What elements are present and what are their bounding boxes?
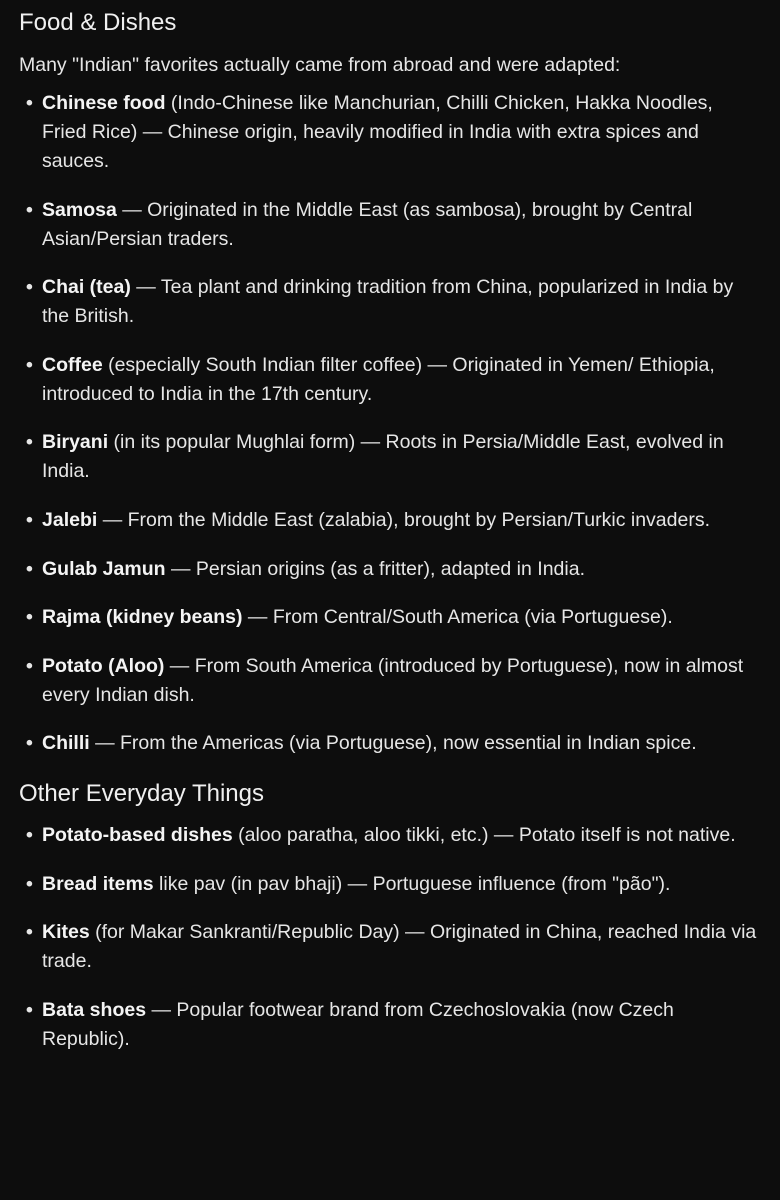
item-title: Bread items — [42, 872, 154, 895]
item-title: Coffee — [42, 353, 103, 376]
item-title: Rajma (kidney beans) — [42, 606, 243, 629]
item-title: Chilli — [42, 732, 90, 755]
item-desc: — Popular footwear brand from Czechoslovakia (now Czech Republic). — [42, 998, 674, 1050]
item-desc: — From the Americas (via Portuguese), now essential in Indian spice. — [89, 732, 697, 755]
item-desc: (for Makar Sankranti/Republic Day) — Originated in China, reached India via trade. — [42, 921, 757, 973]
list-item — [19, 428, 762, 486]
bullet: • — [26, 431, 33, 454]
section-heading-everyday: Other Everyday Things — [19, 779, 265, 807]
item-desc: (in its popular Mughlai form) — Roots in Persia/Middle East, evolved in India. — [42, 431, 724, 483]
item-title: Bata shoes — [42, 998, 147, 1021]
bullet: • — [26, 508, 33, 531]
item-title: Potato (Aloo) — [42, 654, 165, 677]
section-heading-food: Food & Dishes — [19, 9, 177, 36]
item-desc: (especially South Indian filter coffee) — Originated in Yemen/ Ethiopia, introduced to India in the 17th century. — [42, 353, 715, 405]
bullet: • — [26, 732, 33, 755]
list-item — [19, 918, 762, 976]
list-item — [19, 729, 762, 758]
item-desc: like pav (in pav bhaji) — Portuguese influence (from "pão"). — [153, 872, 671, 895]
intro-text: Many "Indian" favorites actually came from abroad and were adapted: — [19, 54, 621, 76]
item-title: Biryani — [42, 431, 109, 454]
list-item — [19, 870, 762, 899]
everyday-list — [19, 821, 762, 1054]
list-item — [19, 821, 762, 850]
item-title: Chai (tea) — [42, 276, 131, 299]
list-item — [19, 196, 762, 254]
bullet: • — [26, 606, 33, 629]
item-desc: — Persian origins (as a fritter), adapted in India. — [165, 557, 585, 580]
item-desc: — From the Middle East (zalabia), brought by Persian/Turkic invaders. — [97, 508, 710, 531]
item-title: Kites — [42, 921, 90, 944]
list-item — [19, 555, 762, 584]
list-item — [19, 996, 762, 1054]
item-desc: — Originated in the Middle East (as sambosa), brought by Central Asian/Persian traders. — [42, 198, 693, 250]
bullet: • — [26, 654, 33, 677]
item-desc: (Indo-Chinese like Manchurian, Chilli Chicken, Hakka Noodles, Fried Rice) — Chinese origin, heavily modified in India with extra spices and sauces. — [42, 92, 713, 172]
list-item — [19, 652, 762, 710]
list-item — [19, 273, 762, 331]
item-title: Samosa — [42, 198, 117, 221]
item-title: Gulab Jamun — [42, 557, 166, 580]
bullet: • — [26, 198, 33, 221]
bullet: • — [26, 921, 33, 944]
item-desc: (aloo paratha, aloo tikki, etc.) — Potato itself is not native. — [232, 823, 736, 846]
item-desc: — From South America (introduced by Portuguese), now in almost every Indian dish. — [42, 654, 744, 706]
bullet: • — [26, 353, 33, 376]
item-title: Chinese food — [42, 92, 166, 114]
item-desc: — From Central/South America (via Portuguese). — [242, 606, 673, 629]
list-item — [19, 351, 762, 409]
list-item — [19, 89, 762, 176]
food-list — [19, 89, 762, 758]
bullet: • — [26, 92, 33, 114]
list-item — [19, 506, 762, 535]
bullet: • — [26, 276, 33, 299]
bullet: • — [26, 998, 33, 1021]
bullet: • — [26, 872, 33, 895]
bullet: • — [26, 823, 33, 846]
item-desc: — Tea plant and drinking tradition from China, popularized in India by the British. — [42, 276, 734, 328]
list-item — [19, 603, 762, 632]
bullet: • — [26, 557, 33, 580]
item-title: Potato-based dishes — [42, 823, 233, 846]
item-title: Jalebi — [42, 508, 98, 531]
